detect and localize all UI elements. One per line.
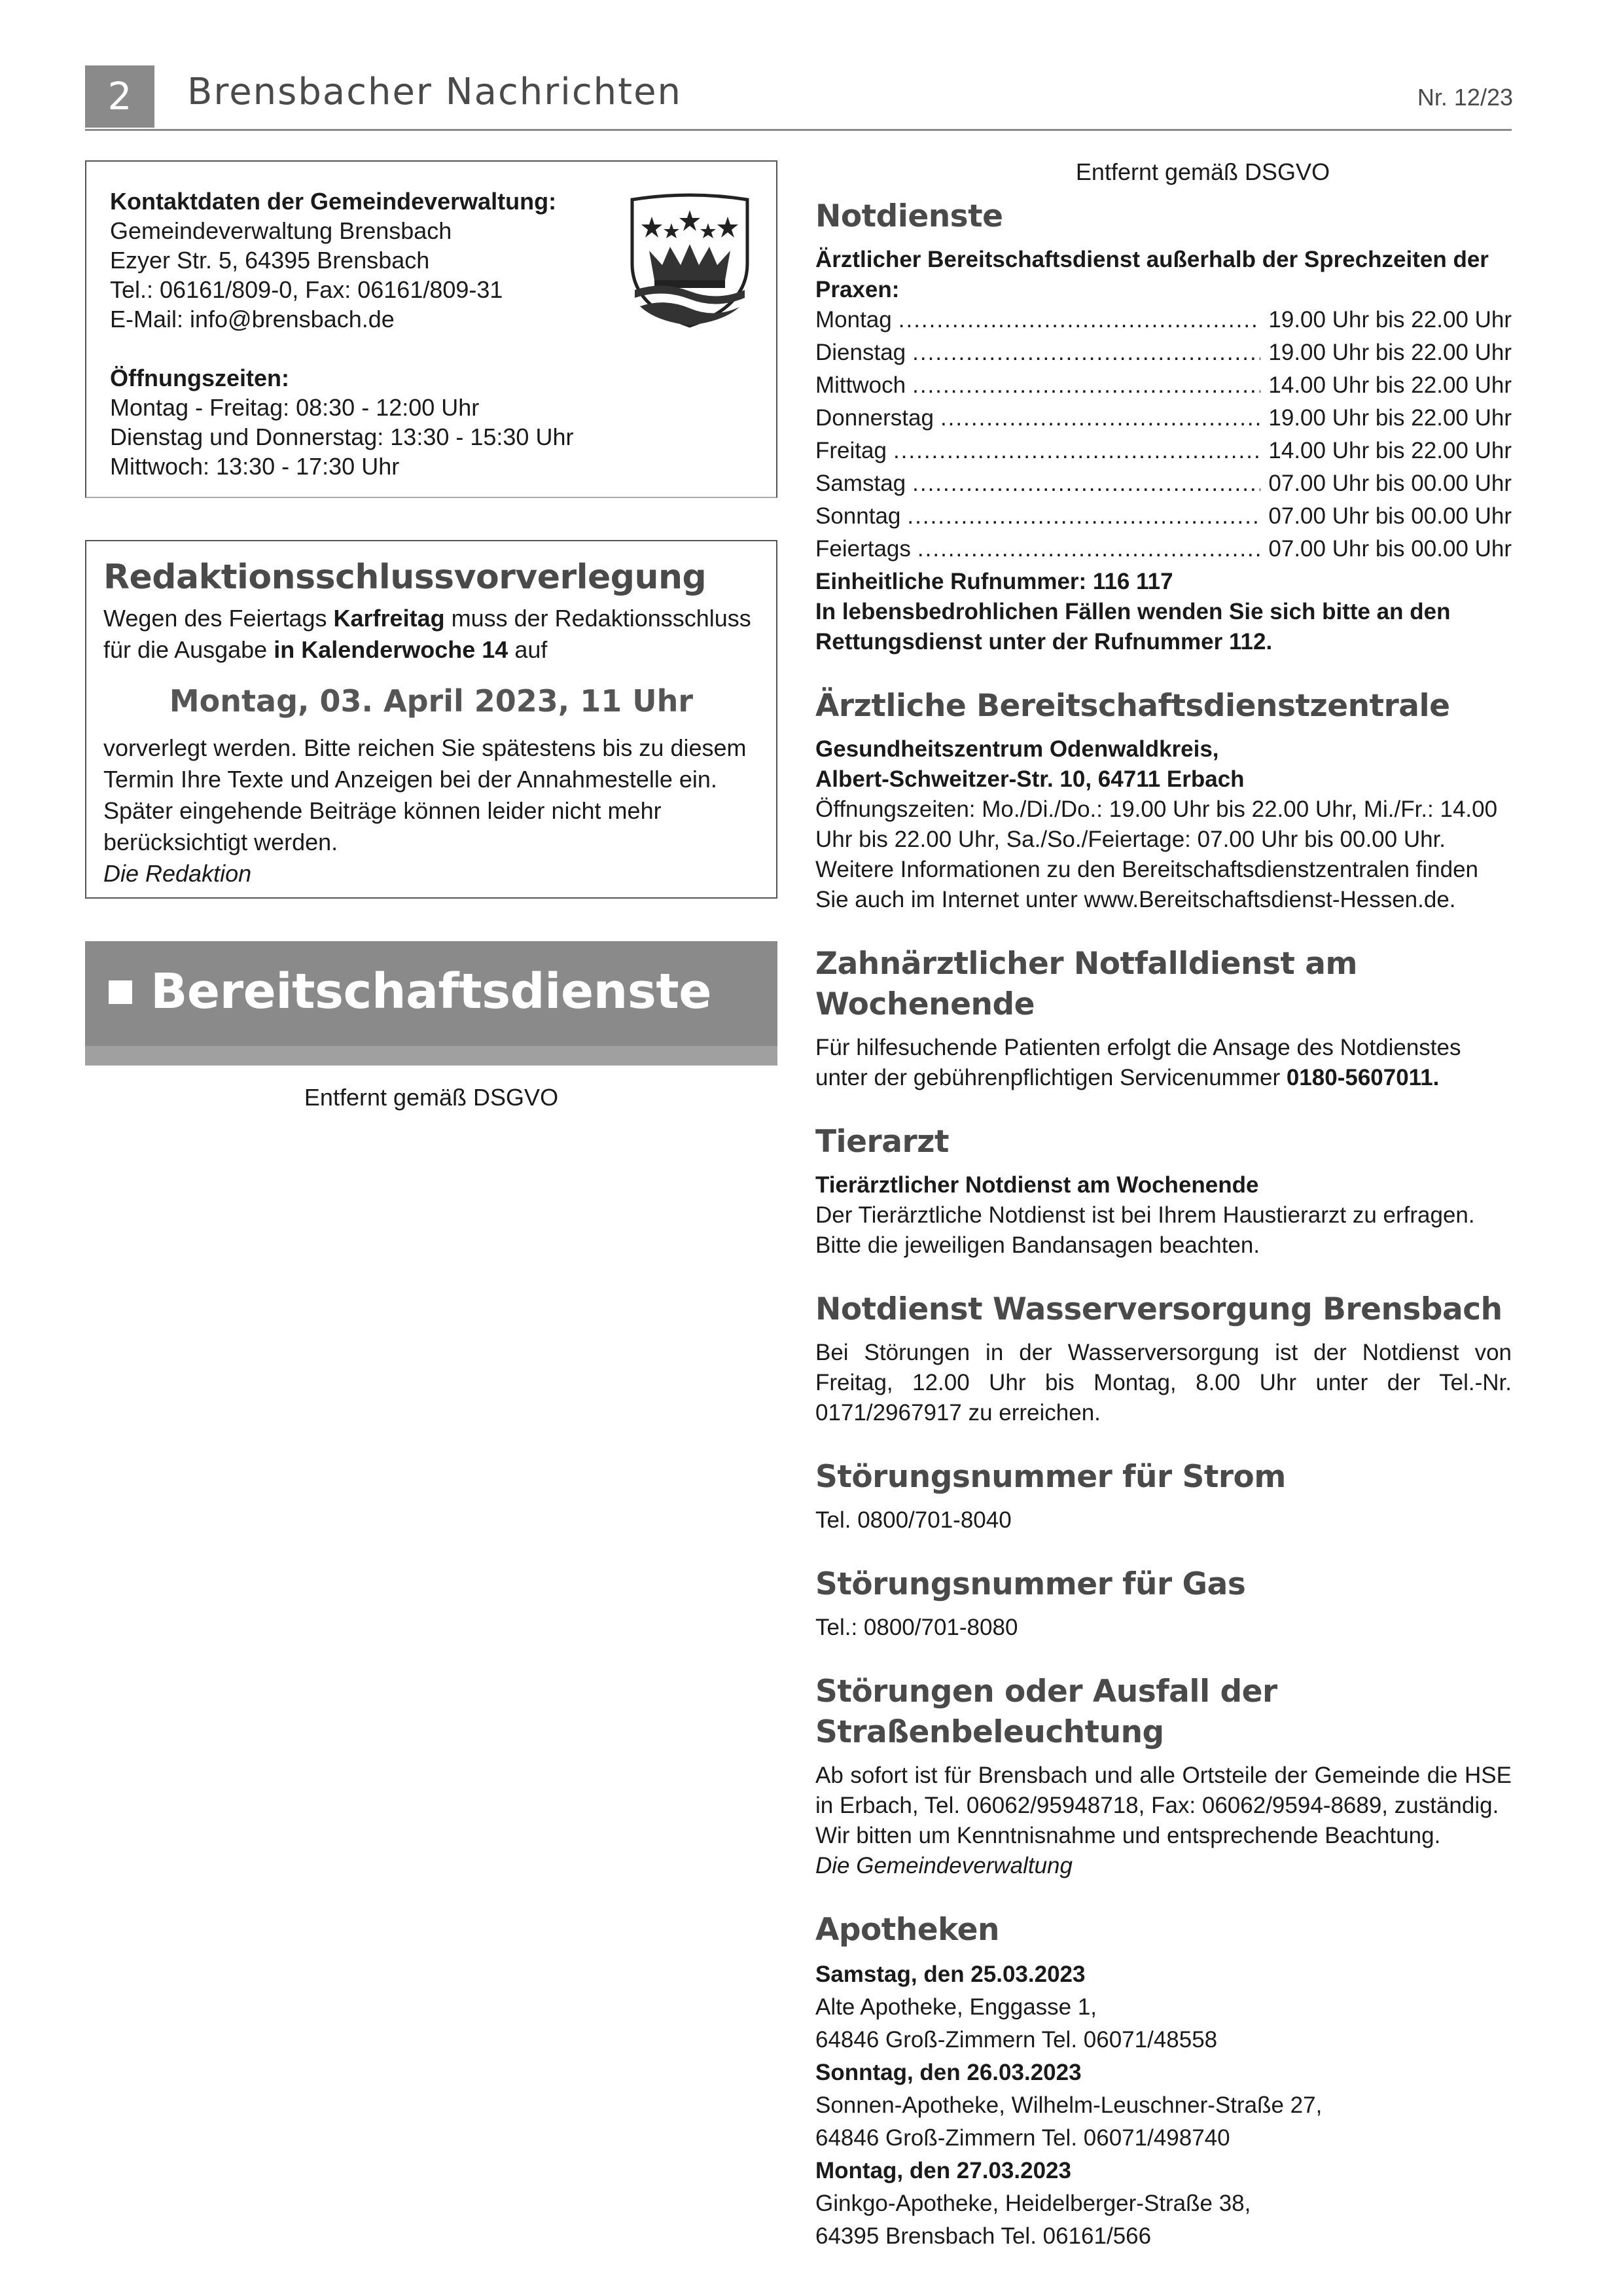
pharmacy-date: Sonntag, den 26.03.2023: [815, 2060, 1082, 2085]
contact-line: E-Mail: info@brensbach.de: [110, 306, 395, 332]
strasse-signature: Die Gemeindeverwaltung: [815, 1853, 1073, 1878]
pharmacy-list: [815, 1958, 1512, 2253]
notice-title: Redaktionsschlussvorverlegung: [103, 558, 707, 597]
hours-row: Freitag ..... 14.00 Uhr bis 22.00 Uhr: [815, 436, 1512, 469]
hours-line: Montag - Freitag: 08:30 - 12:00 Uhr: [110, 394, 480, 421]
apotheken-title: Apotheken: [815, 1912, 999, 1948]
coat-of-arms-icon: [626, 192, 754, 329]
notdienste-subtitle: Ärztlicher Bereitschaftsdienst außerhalb der Sprechzeiten der Praxen:: [815, 247, 1489, 302]
tierarzt-subtitle: Tierärztlicher Notdienst am Wochenende: [815, 1172, 1259, 1198]
gas-text: Tel.: 0800/701-8080: [815, 1615, 1018, 1640]
contact-line: Gemeindeverwaltung Brensbach: [110, 217, 452, 244]
notice-text: Wegen des Feiertags Karfreitag muss der Redaktionsschluss für die Ausgabe in Kalenderwoche 14 auf: [103, 605, 751, 663]
notice-text: vorverlegt werden. Bitte reichen Sie spätestens bis zu diesem Termin Ihre Texte und Anzeigen bei der Annahmestelle ein.: [103, 734, 747, 793]
removed-notice: Entfernt gemäß DSGVO: [304, 1084, 559, 1111]
strom-text: Tel. 0800/701-8040: [815, 1507, 1012, 1533]
hours-row: Mittwoch ..... 14.00 Uhr bis 22.00 Uhr: [815, 370, 1512, 403]
contact-line: Ezyer Str. 5, 64395 Brensbach: [110, 247, 430, 274]
zentrale-title: Ärztliche Bereitschaftsdienstzentrale: [815, 688, 1450, 724]
pharmacy-date: Montag, den 27.03.2023: [815, 2158, 1071, 2183]
strasse-title: Störungen oder Ausfall der Straßenbeleuchtung: [815, 1674, 1277, 1750]
contact-heading: Kontaktdaten der Gemeindeverwaltung:: [110, 188, 557, 215]
wasser-title: Notdienst Wasserversorgung Brensbach: [815, 1291, 1502, 1327]
hours-line: Mittwoch: 13:30 - 17:30 Uhr: [110, 453, 400, 480]
zentrale-name: Gesundheitszentrum Odenwaldkreis,: [815, 736, 1219, 762]
publication-title: Brensbacher Nachrichten: [187, 71, 683, 113]
notice-date: Montag, 03. April 2023, 11 Uhr: [169, 683, 694, 719]
pharmacy-line: 64395 Brensbach Tel. 06161/566: [815, 2223, 1152, 2249]
notdienste-title: Notdienste: [815, 198, 1003, 234]
pharmacy-line: Alte Apotheke, Enggasse 1,: [815, 1994, 1097, 2020]
page-number: 2: [85, 65, 154, 128]
hours-row: Donnerstag ..... 19.00 Uhr bis 22.00 Uhr: [815, 403, 1512, 436]
pharmacy-date: Samstag, den 25.03.2023: [815, 1962, 1086, 1987]
zentrale-hours: Öffnungszeiten: Mo./Di./Do.: 19.00 Uhr bis 22.00 Uhr, Mi./Fr.: 14.00 Uhr bis 22.00 Uhr, Sa./So./Feiertage: 07.00 Uhr bis 00.00 Uhr.: [815, 797, 1498, 852]
gas-title: Störungsnummer für Gas: [815, 1566, 1246, 1602]
pharmacy-line: Sonnen-Apotheke, Wilhelm-Leuschner-Straße 27,: [815, 2092, 1323, 2118]
zahnarzt-title: Zahnärztlicher Notfalldienst am Wochenende: [815, 946, 1357, 1022]
hours-row: Dienstag ..... 19.00 Uhr bis 22.00 Uhr: [815, 338, 1512, 370]
wasser-text: Bei Störungen in der Wasserversorgung ist der Notdienst von Freitag, 12.00 Uhr bis Montag, 8.00 Uhr unter der Tel.-Nr. 0171/2967917 zu erreichen.: [815, 1340, 1512, 1426]
hours-row: Sonntag ..... 07.00 Uhr bis 00.00 Uhr: [815, 501, 1512, 534]
removed-notice: Entfernt gemäß DSGVO: [1075, 158, 1330, 185]
square-bullet-icon: [109, 980, 132, 1004]
hours-row: Montag ..... 19.00 Uhr bis 22.00 Uhr: [815, 305, 1512, 338]
emergency-note: In lebensbedrohlichen Fällen wenden Sie sich bitte an den Rettungsdienst unter der Rufnummer 112.: [815, 599, 1451, 655]
section-title: Bereitschaftsdienste: [151, 963, 711, 1020]
zentrale-info: Weitere Informationen zu den Bereitschaftsdienstzentralen finden Sie auch im Internet unter www.Bereitschaftsdienst-Hessen.de.: [815, 857, 1479, 912]
pharmacy-line: 64846 Groß-Zimmern Tel. 06071/48558: [815, 2027, 1218, 2053]
phone-number: Einheitliche Rufnummer: 116 117: [815, 569, 1173, 594]
hours-line: Dienstag und Donnerstag: 13:30 - 15:30 Uhr: [110, 423, 574, 450]
tierarzt-title: Tierarzt: [815, 1124, 949, 1160]
zahnarzt-text: Für hilfesuchende Patienten erfolgt die Ansage des Notdienstes unter der gebührenpflichtigen Servicenummer 0180-5607011.: [815, 1035, 1461, 1090]
notice-text: Später eingehende Beiträge können leider nicht mehr berücksichtigt werden.: [103, 797, 662, 855]
contact-line: Tel.: 06161/809-0, Fax: 06161/809-31: [110, 276, 503, 303]
deadline-notice: [85, 540, 777, 899]
hours-row: Feiertags ..... 07.00 Uhr bis 00.00 Uhr: [815, 534, 1512, 567]
zentrale-address: Albert-Schweitzer-Str. 10, 64711 Erbach: [815, 766, 1245, 792]
notice-signature: Die Redaktion: [103, 860, 252, 887]
contact-box: [85, 160, 777, 498]
pharmacy-line: 64846 Groß-Zimmern Tel. 06071/498740: [815, 2125, 1230, 2151]
header-rule: [85, 129, 1512, 131]
tierarzt-text: Der Tierärztliche Notdienst ist bei Ihrem Haustierarzt zu erfragen. Bitte die jeweiligen Bandansagen beachten.: [815, 1202, 1475, 1258]
pharmacy-line: Ginkgo-Apotheke, Heidelberger-Straße 38,: [815, 2191, 1251, 2216]
hours-row: Samstag ..... 07.00 Uhr bis 00.00 Uhr: [815, 469, 1512, 501]
section-banner: [85, 941, 777, 1066]
strasse-text: Ab sofort ist für Brensbach und alle Ortsteile der Gemeinde die HSE in Erbach, Tel. 06062/95948718, Fax: 06062/9594-8689, zuständig.: [815, 1763, 1512, 1818]
issue-number: Nr. 12/23: [1417, 84, 1513, 111]
strasse-text: Wir bitten um Kenntnisnahme und entsprechende Beachtung.: [815, 1823, 1441, 1848]
hours-heading: Öffnungszeiten:: [110, 365, 289, 391]
right-column: [815, 157, 1512, 2253]
hours-list: [815, 305, 1512, 567]
strom-title: Störungsnummer für Strom: [815, 1459, 1286, 1495]
